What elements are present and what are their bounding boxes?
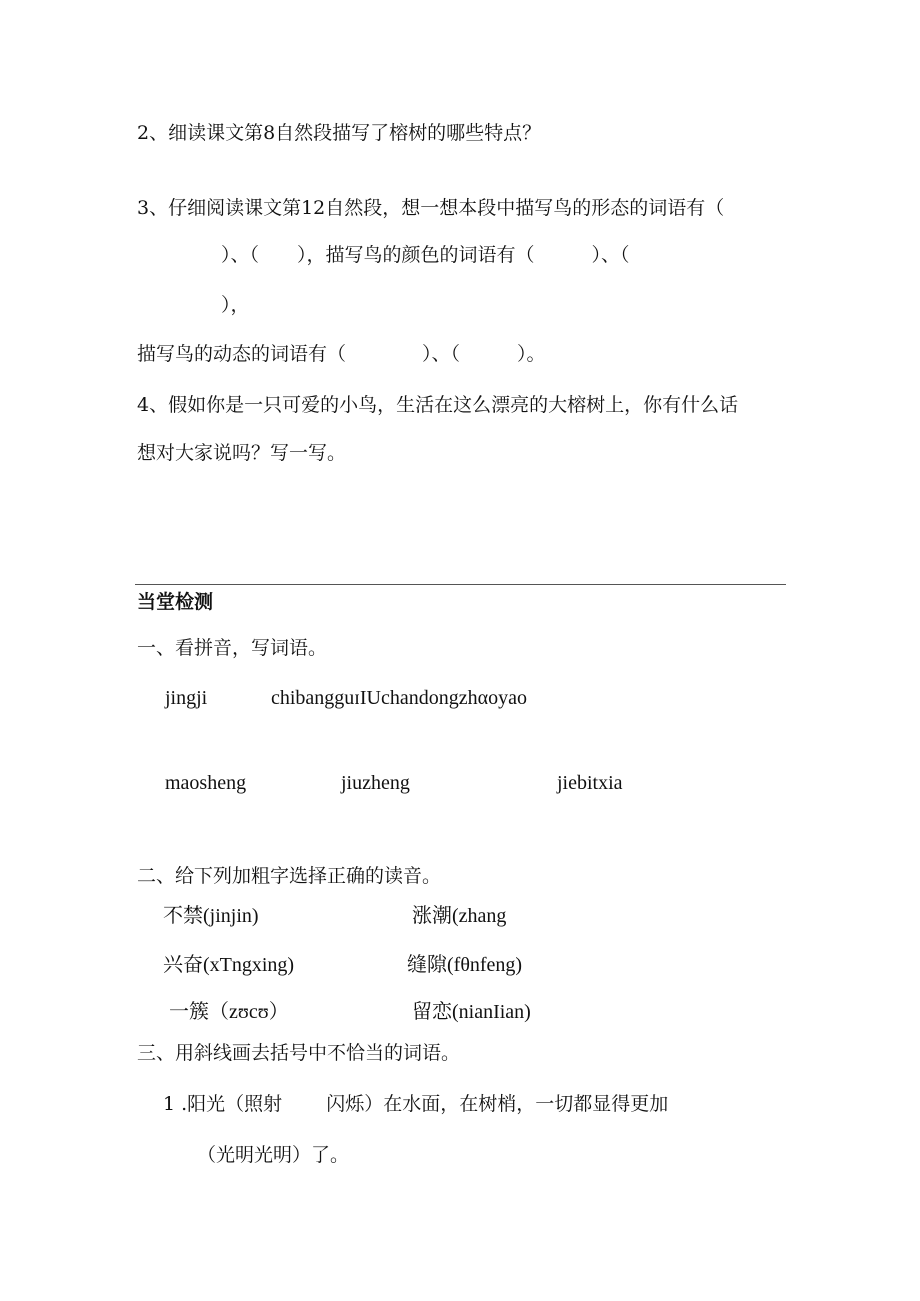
part3-item1-line2: （光明光明）了。 xyxy=(197,1144,350,1166)
q3-line-1: 3、仔细阅读课文第12自然段，想一想本段中描写鸟的形态的词语有（ xyxy=(137,197,725,219)
part1-title: 一、看拼音，写词语。 xyxy=(137,637,328,659)
section-divider xyxy=(135,584,786,585)
q4-line-1: 4、假如你是一只可爱的小鸟，生活在这么漂亮的大榕树上，你有什么话 xyxy=(137,394,739,416)
part2-title: 二、给下列加粗字选择正确的读音。 xyxy=(137,865,442,887)
q3-line-3: ）， xyxy=(221,294,250,316)
part3-title: 三、用斜线画去括号中不恰当的词语。 xyxy=(137,1042,461,1064)
pinyin-maosheng: maosheng xyxy=(165,772,247,794)
reading-item-xingfen: 兴奋(xTngxing) xyxy=(163,954,295,976)
reading-item-yicu: 一簇（zʊcʊ） xyxy=(169,1001,289,1023)
part3-item1-line1: 1 .阳光（照射 闪烁）在水面，在树梢，一切都显得更加 xyxy=(163,1093,669,1115)
q2-text: 2、细读课文第8自然段描写了榕树的哪些特点？ xyxy=(137,122,542,144)
reading-item-bujin: 不禁(jinjin) xyxy=(163,905,259,927)
q3-line-2: ）、（ ），描写鸟的颜色的词语有（ ）、（ xyxy=(221,244,630,266)
q3-line-4: 描写鸟的动态的词语有（ ）、（ ）。 xyxy=(137,343,546,365)
section-heading: 当堂检测 xyxy=(137,591,214,613)
pinyin-chibang-group: chibangguɪIUchandongzhαoyao xyxy=(271,687,527,709)
q4-line-2: 想对大家说吗？写一写。 xyxy=(137,442,347,464)
pinyin-jiuzheng: jiuzheng xyxy=(341,772,410,794)
pinyin-jingji: jingji xyxy=(165,687,208,709)
pinyin-jiebitxia: jiebitxia xyxy=(557,772,623,794)
reading-item-zhangchao: 涨潮(zhang xyxy=(412,905,507,927)
reading-item-fengxi: 缝隙(fθnfeng) xyxy=(407,954,523,976)
reading-item-liulian: 留恋(nianIian) xyxy=(412,1001,531,1023)
